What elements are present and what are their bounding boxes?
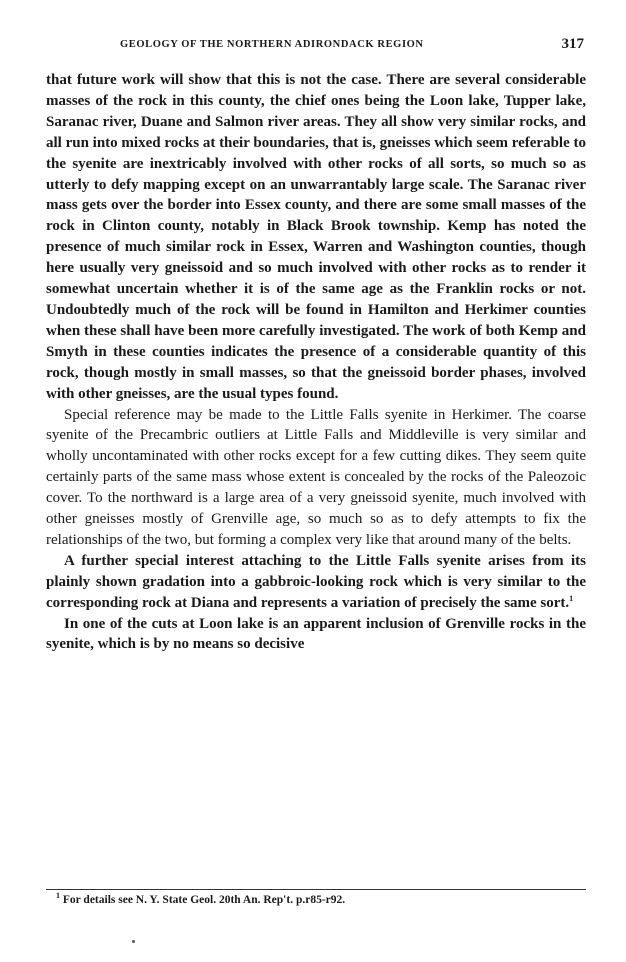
paragraph-2 [46, 405, 586, 551]
page-header [46, 36, 586, 56]
footnote-divider [46, 889, 586, 890]
paragraph-1 [46, 70, 586, 405]
footnote [56, 891, 586, 906]
paragraph-3 [46, 551, 586, 614]
page-number: 317 [561, 36, 584, 52]
footnote-text: For details see N. Y. State Geol. 20th An. Rep't. p.r85-r92. [62, 894, 346, 906]
paragraph-4 [46, 614, 586, 656]
running-head: GEOLOGY OF THE NORTHERN ADIRONDACK REGION [120, 39, 424, 50]
footnote-reference: 1 [569, 593, 574, 603]
body-text [46, 70, 586, 655]
print-speck [132, 940, 135, 943]
paragraph-3-text: A further special interest attaching to the Little Falls syenite arises from its plainly shown gradation into a gabbroic-looking rock which is very similar to the corresponding rock at Diana and represents a variation of precisely the same sort. [46, 552, 586, 611]
footnote-marker: 1 [56, 891, 60, 901]
paragraph-4-text: In one of the cuts at Loon lake is an apparent inclusion of Grenville rocks in the syenite, which is by no means so decisive [46, 615, 586, 653]
paragraph-1-text: that future work will show that this is not the case. There are several considerable masses of the rock in this county, the chief ones being the Loon lake, Tupper lake, Saranac river, Duane and Salmon river areas. They all show very similar rocks, and all run into mixed rocks at their boundaries, that is, gneisses which seem referable to the syenite are inextricably involved with other rocks of all sorts, so much so as utterly to defy mapping except on an unwarrantably large scale. The Saranac river mass gets over the border into Essex county, and there are some small masses of the rock in Clinton county, notably in Black Brook township. Kemp has noted the presence of much similar rock in Essex, Warren and Washington counties, though here usually very gneissoid and so much involved with other rocks as to render it somewhat uncertain whether it is of the same age as the Franklin rocks or not. Undoubtedly much of the rock will be found in Hamilton and Herkimer counties when these shall have been more carefully investigated. The work of both Kemp and Smyth in these counties indicates the presence of a considerable quantity of this rock, though mostly in small masses, so that the gneissoid border phases, involved with other gneisses, are the usual types found. [46, 72, 586, 402]
paragraph-2-text: Special reference may be made to the Little Falls syenite in Herkimer. The coarse syenite of the Precambric outliers at Little Falls and Middleville is very similar and wholly uncontaminated with other rocks except for a few cutting dikes. They seem quite certainly parts of the same mass whose extent is concealed by the rocks of the Paleozoic cover. To the northward is a large area of a very gneissoid syenite, much involved with other gneisses mostly of Grenville age, so much so as to defy attempts to fix the relationships of the two, but forming a complex very like that around many of the belts. [46, 406, 586, 548]
